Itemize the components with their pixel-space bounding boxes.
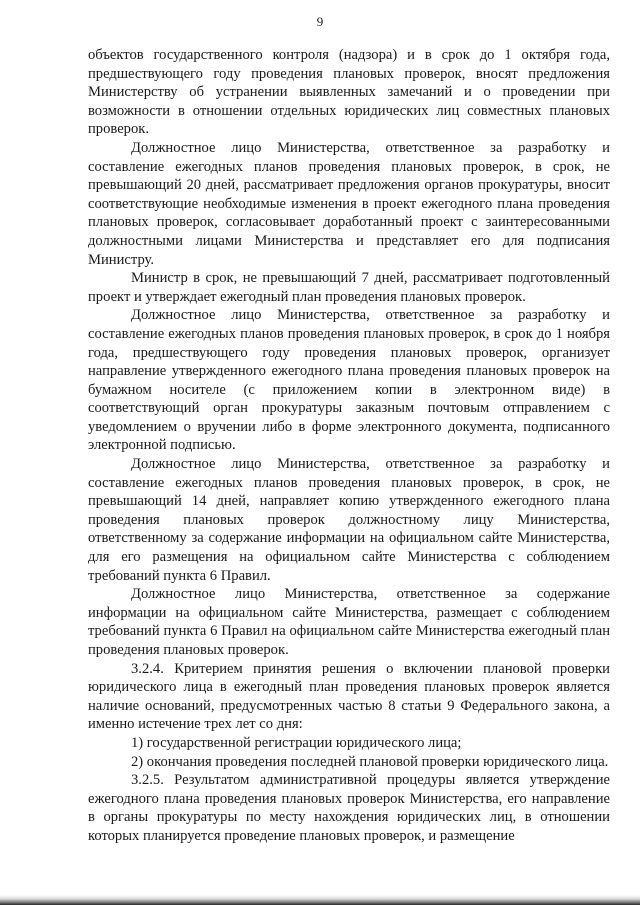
paragraph-send-to-prosecutor: Должностное лицо Министерства, ответственное за разработку и составление ежегодных планов проведения плановых проверок, в срок до 1 ноября года, предшествующего году проведения плановых проверок, организует направление утвержденного ежегодного плана проведения плановых проверок на бумажном носителе (с приложением копии в электронном виде) в соответствующий орган прокуратуры заказным почтовым отправлением с уведомлением о вручении либо в форме электронного документа, подписанного электронной подписью. — [88, 307, 610, 454]
document-body — [88, 46, 610, 846]
paragraph-send-copy: Должностное лицо Министерства, ответственное за разработку и составление ежегодных планов проведения плановых проверок, в срок, не превышающий 14 дней, направляет копию утвержденного ежегодного плана проведения плановых проверок должностному лицу Министерства, ответственному за содержание информации на официальном сайте Министерства, для его размещения на официальном сайте Министерства с соблюдением требований пункта 6 Правил. — [88, 456, 610, 584]
paragraph-continuation: объектов государственного контроля (надзора) и в срок до 1 октября года, предшествующего году проведения плановых проверок, вносят предложения Министерству об устранении выявленных замечаний и о проведении при возможности в отношении отдельных юридических лиц совместных плановых проверок. — [88, 47, 610, 138]
list-item-1: 1) государственной регистрации юридического лица; — [131, 734, 462, 751]
paragraph-minister-approval: Министр в срок, не превышающий 7 дней, рассматривает подготовленный проект и утверждает ежегодный план проведения плановых проверок. — [88, 270, 610, 305]
paragraph-3-2-5: 3.2.5. Результатом административной процедуры является утверждение ежегодного плана проведения плановых проверок Министерства, его направление в органы прокуратуры по месту нахождения юридических лиц, в отношении которых планируется проведение плановых проверок, и размещение — [88, 772, 610, 844]
page-number: 9 — [316, 14, 324, 29]
paragraph-proposal-review: Должностное лицо Министерства, ответственное за разработку и составление ежегодных планов проведения плановых проверок, в срок, не превышающий 20 дней, рассматривает предложения органов прокуратуры, вносит соответствующие необходимые изменения в проект ежегодного плана проведения плановых проверок, согласовывает доработанный проект с заинтересованными должностными лицами Министерства и представляет его для подписания Министру. — [88, 139, 610, 268]
list-item-2: 2) окончания проведения последней плановой проверки юридического лица. — [131, 753, 609, 770]
scan-bottom-edge — [0, 895, 640, 905]
paragraph-publish-site: Должностное лицо Министерства, ответственное за содержание информации на официальном сайте Министерства, размещает с соблюдением требований пункта 6 Правил на официальном сайте Министерства ежегодный план проведения плановых проверок. — [88, 586, 610, 658]
paragraph-3-2-4: 3.2.4. Критерием принятия решения о включении плановой проверки юридического лица в ежегодный план проведения плановых проверок является наличие оснований, предусмотренных частью 8 статьи 9 Федерального закона, а именно истечение трех лет со дня: — [88, 660, 610, 733]
